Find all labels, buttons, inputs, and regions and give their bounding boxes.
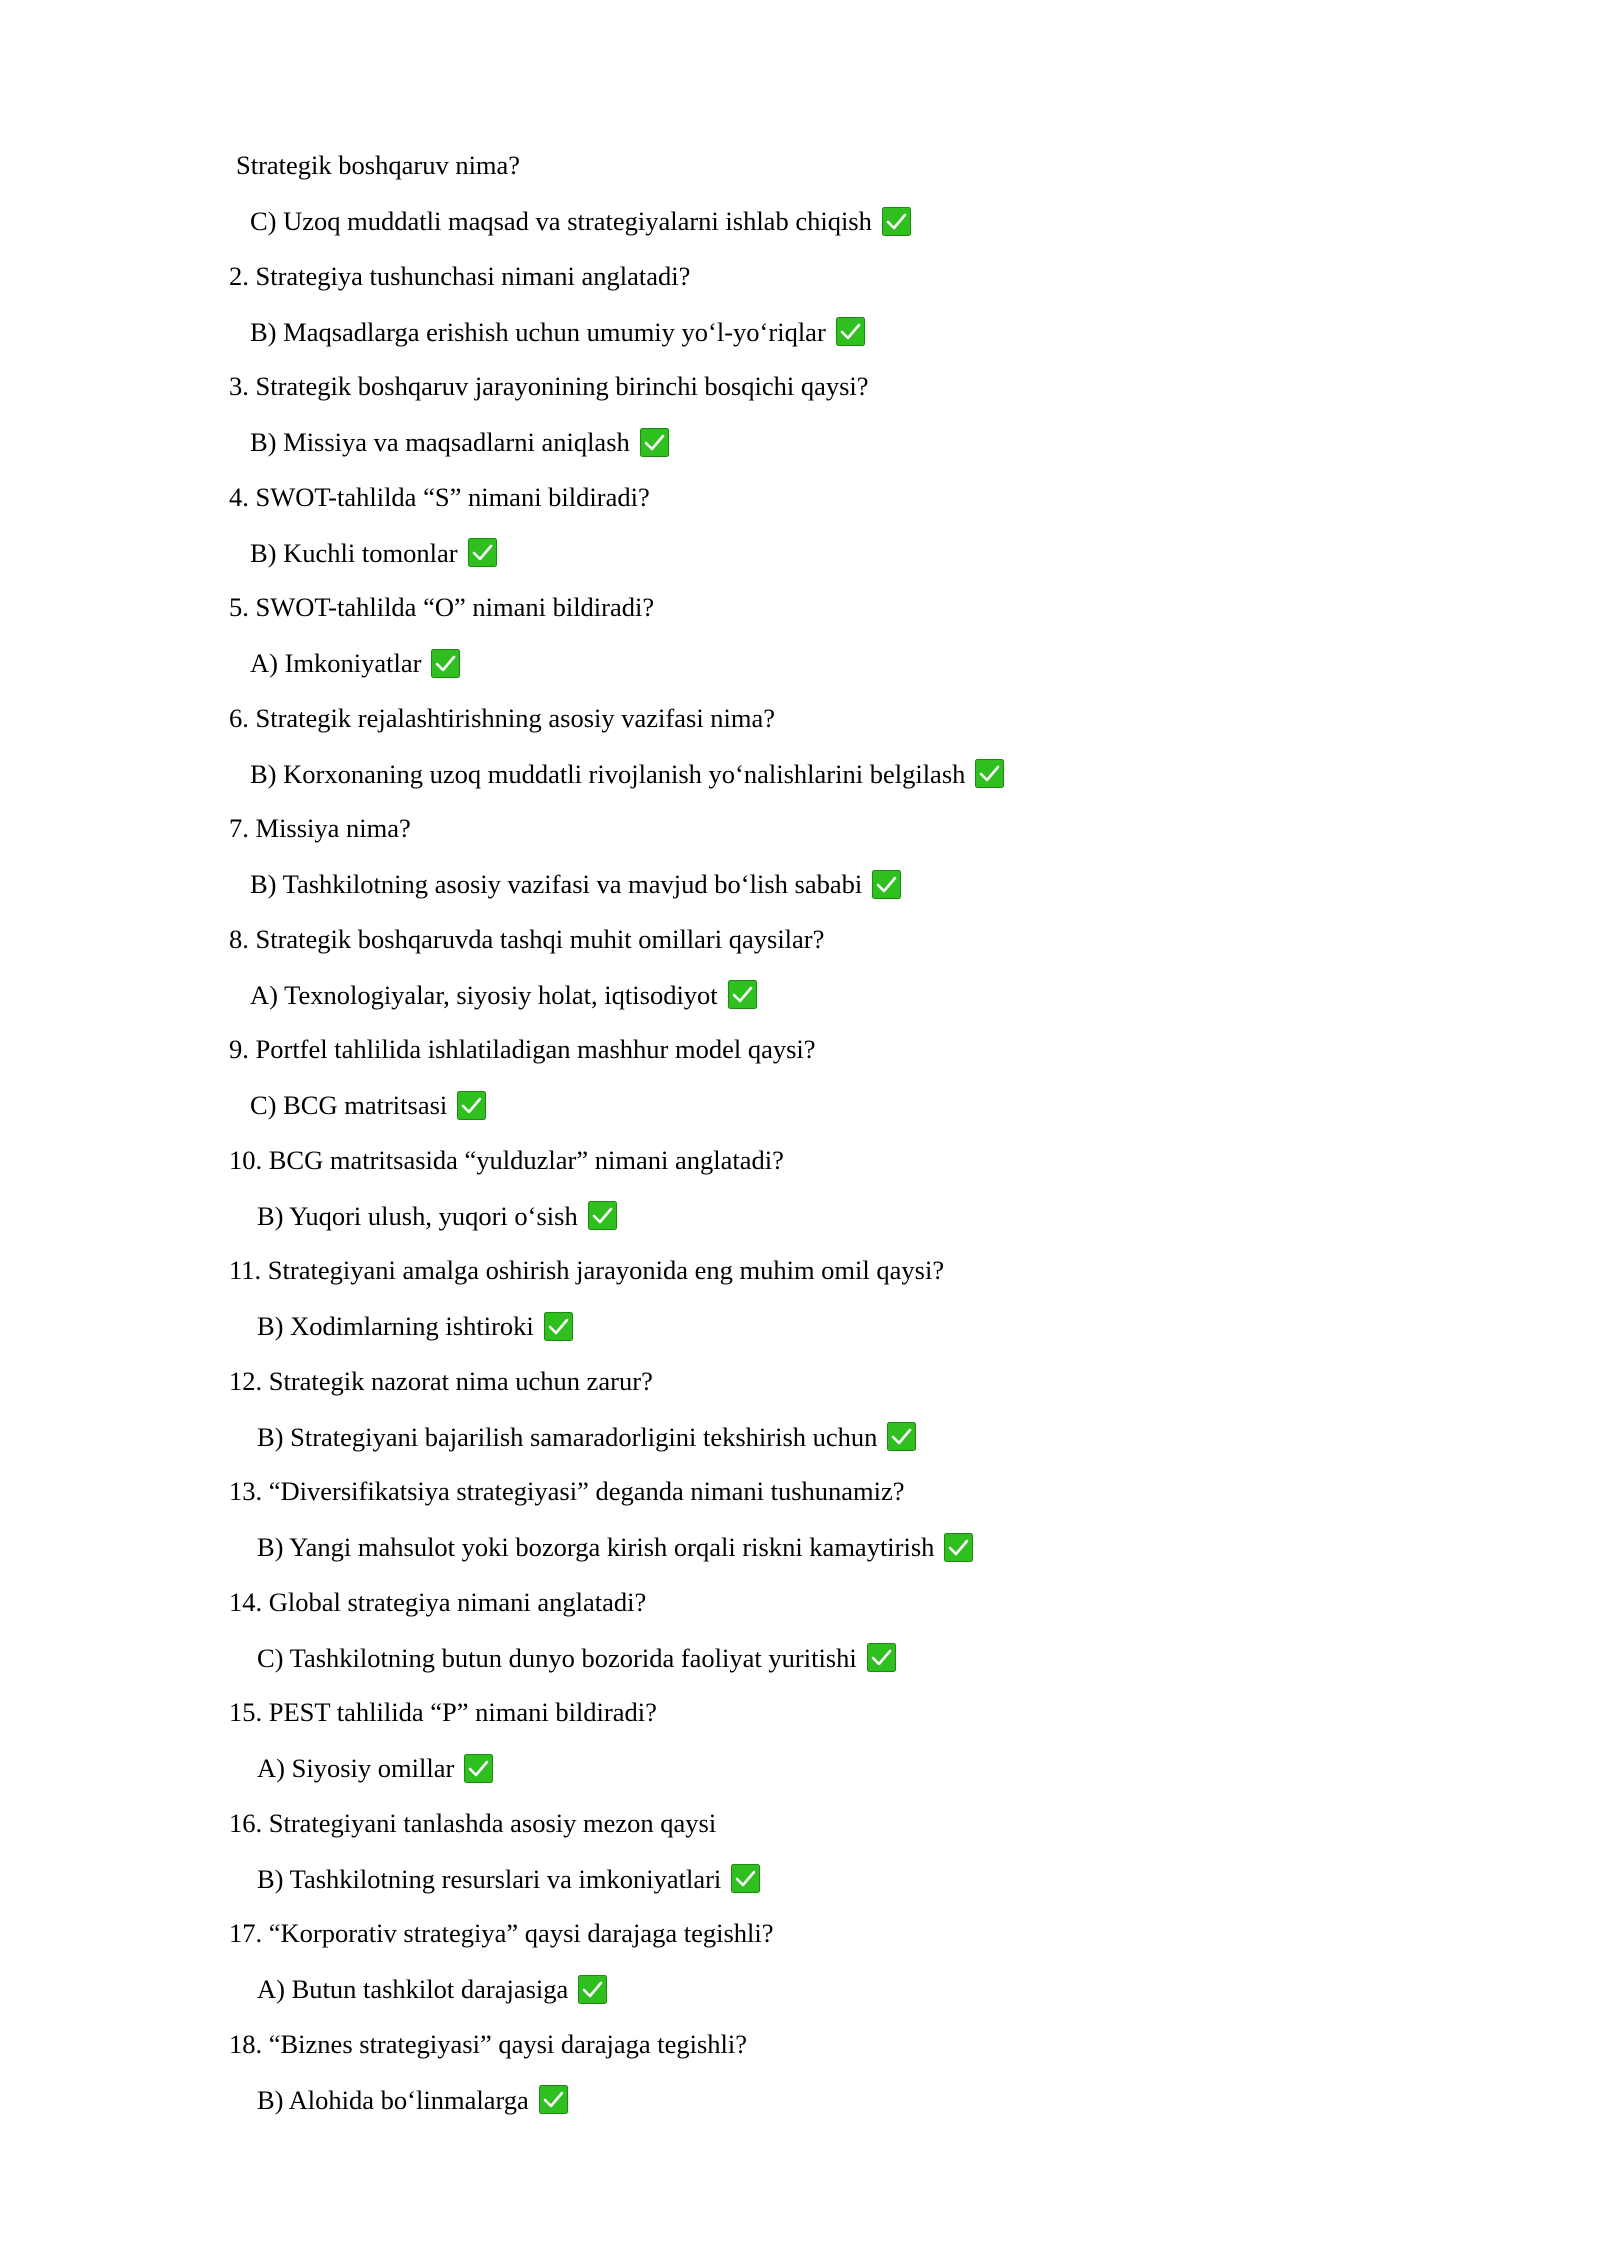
qa-item bbox=[229, 1474, 1409, 1585]
answer-text: B) Alohida bo‘linmalarga bbox=[257, 2084, 529, 2115]
answer-line bbox=[257, 1530, 973, 1564]
question-text: 10. BCG matritsasida “yulduzlar” nimani anglatadi? bbox=[229, 1144, 784, 1175]
question-text: 15. PEST tahlilida “P” nimani bildiradi? bbox=[229, 1697, 657, 1727]
answer-line bbox=[257, 1641, 896, 1675]
question-text: 4. SWOT-tahlilda “S” nimani bildiradi? bbox=[229, 481, 650, 512]
answer-text: A) Imkoniyatlar bbox=[250, 648, 422, 678]
question-text: 16. Strategiyani tanlashda asosiy mezon qaysi bbox=[229, 1807, 717, 1838]
question-text: 2. Strategiya tushunchasi nimani anglatadi? bbox=[229, 260, 691, 291]
answer-line bbox=[257, 1199, 617, 1233]
question-list bbox=[229, 148, 1409, 2137]
qa-item bbox=[229, 1585, 1409, 1696]
check-mark-button-icon bbox=[468, 538, 497, 567]
answer-text: C) BCG matritsasi bbox=[250, 1090, 448, 1120]
answer-text: B) Korxonaning uzoq muddatli rivojlanish yo‘nalishlarini belgilash bbox=[250, 758, 966, 789]
check-mark-button-icon bbox=[944, 1533, 973, 1562]
answer-line bbox=[257, 1972, 607, 2006]
answer-line bbox=[257, 1751, 493, 1785]
answer-text: C) Tashkilotning butun dunyo bozorida faoliyat yuritishi bbox=[257, 1642, 857, 1673]
answer-line bbox=[250, 425, 669, 459]
answer-line bbox=[250, 757, 1004, 791]
qa-item bbox=[229, 480, 1409, 591]
qa-item bbox=[229, 1364, 1409, 1475]
answer-line bbox=[250, 1088, 486, 1122]
answer-line bbox=[250, 978, 757, 1012]
question-text: 9. Portfel tahlilida ishlatiladigan mashhur model qaysi? bbox=[229, 1034, 816, 1064]
answer-text: B) Xodimlarning ishtiroki bbox=[257, 1311, 534, 1341]
check-mark-button-icon bbox=[975, 759, 1004, 788]
qa-item bbox=[229, 2027, 1409, 2138]
answer-text: B) Tashkilotning asosiy vazifasi va mavjud bo‘lish sababi bbox=[250, 869, 863, 899]
check-mark-button-icon bbox=[728, 980, 757, 1009]
check-mark-button-icon bbox=[640, 428, 669, 457]
question-text: 7. Missiya nima? bbox=[229, 813, 411, 843]
answer-text: B) Missiya va maqsadlarni aniqlash bbox=[250, 427, 630, 457]
answer-line bbox=[257, 1420, 916, 1454]
qa-item bbox=[229, 1916, 1409, 2027]
question-text: 6. Strategik rejalashtirishning asosiy vazifasi nima? bbox=[229, 702, 776, 733]
answer-line bbox=[250, 646, 460, 680]
answer-line bbox=[250, 204, 911, 238]
question-text: 12. Strategik nazorat nima uchun zarur? bbox=[229, 1365, 653, 1396]
check-mark-button-icon bbox=[731, 1864, 760, 1893]
qa-item bbox=[229, 1032, 1409, 1143]
question-text: 8. Strategik boshqaruvda tashqi muhit omillari qaysilar? bbox=[229, 923, 825, 954]
check-mark-button-icon bbox=[867, 1643, 896, 1672]
qa-item bbox=[229, 148, 1409, 259]
answer-text: B) Tashkilotning resurslari va imkoniyatlari bbox=[257, 1863, 722, 1894]
question-text: 5. SWOT-tahlilda “O” nimani bildiradi? bbox=[229, 592, 655, 622]
answer-line bbox=[257, 1862, 760, 1896]
check-mark-button-icon bbox=[539, 2085, 568, 2114]
qa-item bbox=[229, 369, 1409, 480]
qa-item bbox=[229, 701, 1409, 812]
qa-item bbox=[229, 1695, 1409, 1806]
answer-text: A) Butun tashkilot darajasiga bbox=[257, 1974, 569, 2004]
qa-item bbox=[229, 259, 1409, 370]
answer-line bbox=[250, 867, 901, 901]
qa-item bbox=[229, 590, 1409, 701]
qa-item bbox=[229, 1253, 1409, 1364]
question-text: 11. Strategiyani amalga oshirish jarayonida eng muhim omil qaysi? bbox=[229, 1255, 945, 1285]
answer-text: B) Yangi mahsulot yoki bozorga kirish orqali riskni kamaytirish bbox=[257, 1532, 935, 1562]
check-mark-button-icon bbox=[431, 649, 460, 678]
question-text: 17. “Korporativ strategiya” qaysi darajaga tegishli? bbox=[229, 1918, 774, 1948]
question-text: Strategik boshqaruv nima? bbox=[236, 150, 521, 180]
qa-item bbox=[229, 1143, 1409, 1254]
qa-item bbox=[229, 1806, 1409, 1917]
question-text: 18. “Biznes strategiyasi” qaysi darajaga tegishli? bbox=[229, 2028, 748, 2059]
question-text: 13. “Diversifikatsiya strategiyasi” deganda nimani tushunamiz? bbox=[229, 1476, 905, 1506]
answer-line bbox=[257, 2083, 568, 2117]
answer-text: B) Strategiyani bajarilish samaradorligini tekshirish uchun bbox=[257, 1421, 878, 1452]
check-mark-button-icon bbox=[464, 1754, 493, 1783]
check-mark-button-icon bbox=[544, 1312, 573, 1341]
answer-text: B) Kuchli tomonlar bbox=[250, 537, 458, 568]
question-text: 14. Global strategiya nimani anglatadi? bbox=[229, 1586, 647, 1617]
check-mark-button-icon bbox=[588, 1201, 617, 1230]
answer-text: C) Uzoq muddatli maqsad va strategiyalarni ishlab chiqish bbox=[250, 206, 872, 236]
question-text: 3. Strategik boshqaruv jarayonining birinchi bosqichi qaysi? bbox=[229, 371, 869, 401]
check-mark-button-icon bbox=[887, 1422, 916, 1451]
check-mark-button-icon bbox=[872, 870, 901, 899]
answer-text: A) Texnologiyalar, siyosiy holat, iqtisodiyot bbox=[250, 979, 718, 1010]
answer-text: A) Siyosiy omillar bbox=[257, 1753, 455, 1783]
check-mark-button-icon bbox=[836, 317, 865, 346]
answer-text: B) Yuqori ulush, yuqori o‘sish bbox=[257, 1200, 578, 1231]
check-mark-button-icon bbox=[457, 1091, 486, 1120]
answer-line bbox=[250, 315, 865, 349]
qa-item bbox=[229, 811, 1409, 922]
check-mark-button-icon bbox=[882, 207, 911, 236]
answer-line bbox=[257, 1309, 573, 1343]
qa-item bbox=[229, 922, 1409, 1033]
answer-line bbox=[250, 536, 497, 570]
answer-text: B) Maqsadlarga erishish uchun umumiy yo‘l-yo‘riqlar bbox=[250, 316, 826, 347]
check-mark-button-icon bbox=[578, 1975, 607, 2004]
